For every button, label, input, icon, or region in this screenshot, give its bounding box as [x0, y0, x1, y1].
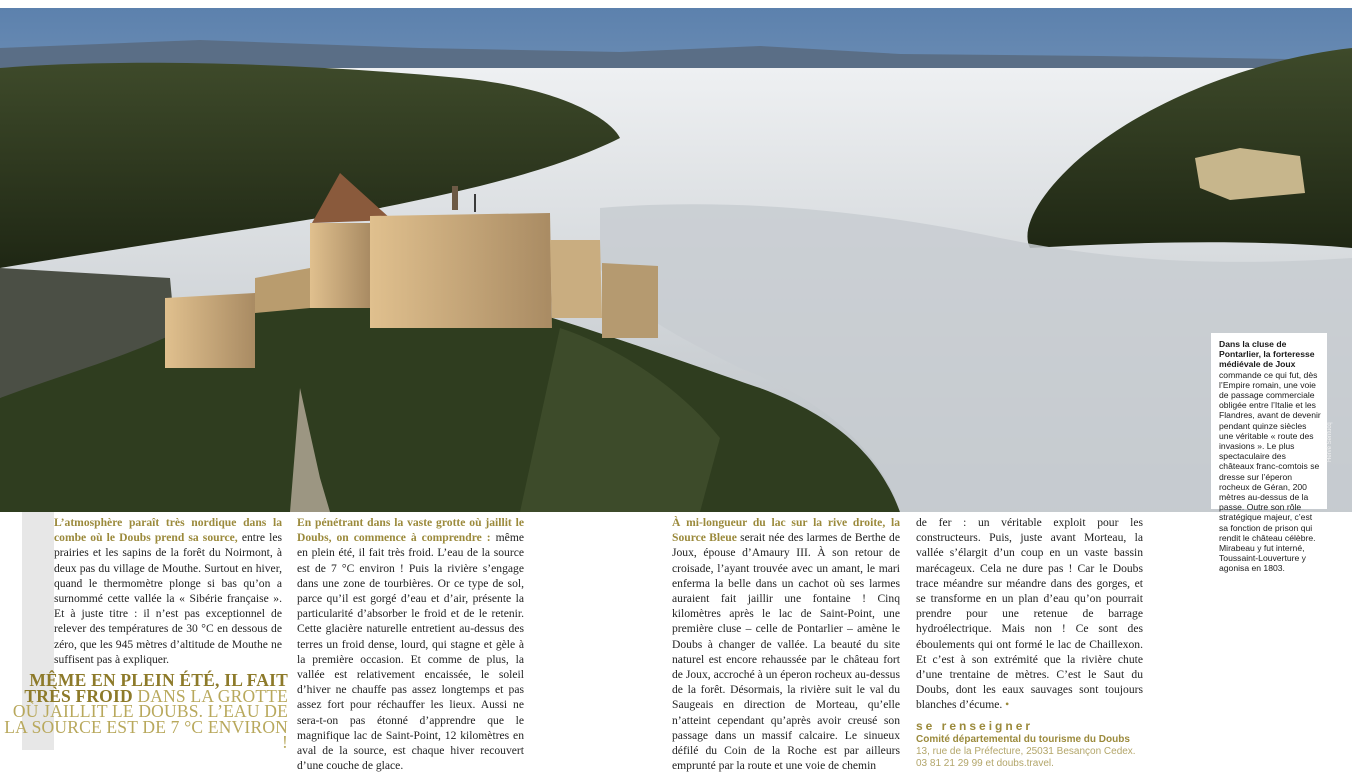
- top-margin: [0, 0, 1352, 8]
- article-column-1: [54, 515, 282, 667]
- column-3-lead: À mi-longueur du lac sur la rive droite, la Source Bleue: [672, 516, 900, 545]
- info-title: se renseigner: [916, 718, 1034, 733]
- info-address: 13, rue de la Préfecture, 25031 Besançon Cedex.: [916, 745, 1136, 757]
- end-bullet: •: [1002, 698, 1010, 712]
- article-column-4: [916, 515, 1143, 770]
- column-4-text: de fer : un véritable exploit pour les constructeurs. Puis, juste avant Morteau, la vallée s’élargit d’un coup en un vaste bassin marécageux. Cela ne dure pas ! Car le Doubs trace méandre sur méandre dans des gorges, et se transforme en un plan d’eau qu’on pourrait prendre pour une retenue de barrage hydroélectrique. Mais non ! Ce sont des éboulements qui ont formé le lac de Chaillexon. Et c’est à son extrémité que la rivière chute d’une trentaine de mètres. C’est le Saut du Doubs, dont les eaux sauvages sont toujours blanches d’écume.: [916, 516, 1143, 712]
- column-2-text: même en plein été, il fait très froid. L’eau de la source est de 7 °C environ ! Puis la rivière s’engage dans une zone de tourbières. Or ce type de sol, parce qu’il est gorgé d’eau et d’air, présente la particularité d’absorber le froid et de le retenir. Cette glacière naturelle entretient au-dessus des terres un froid dense, lourd, qui stagne et gèle à la première occasion. Et comme de plus, la vallée est relativement encaissée, le soleil d’hiver ne chauffe pas assez longtemps et pas assez fort pour réchauffer les lieux. Aussi ne sera-t-on pas étonné d’apprendre que le magnifique lac de Saint-Point, 12 kilomètres en aval de la source, est chaque hiver recouvert d’une couche de glace.: [297, 531, 524, 773]
- photo-credit: Hervé Sentucq: [1327, 422, 1333, 462]
- photo-caption: [1211, 333, 1327, 574]
- column-1-text: entre les prairies et les sapins de la forêt du Noirmont, à deux pas du village de Mouthe. Surtout en hiver, quand le thermomètre plonge si bas qu’on a surnommé cette vallée la « Sibérie française ». Et à juste titre : il n’est pas exceptionnel de relever des températures de 30 °C en dessous de zéro, que les 945 mètres d’altitude de Mouthe ne suffisent pas à expliquer.: [54, 531, 282, 666]
- caption-text: commande ce qui fut, dès l’Empire romain, une voie de passage commerciale obligée entre l’Italie et les Flandres, avant de devenir pendant quinze siècles une véritable « route des invasions ». Le plus spectaculaire des châteaux franc-comtois se dresse sur l’éperon rocheux de Géran, 200 mètres au-dessus de la passe. Outre son rôle stratégique majeur, c’est sa fonction de prison qui rendit le château célèbre. Mirabeau y fut interné, Toussaint-Louverture y agonisa en 1803.: [1219, 369, 1321, 574]
- column-3-text: serait née des larmes de Berthe de Joux, épouse d’Amaury III. À son retour de croisade, l’ayant trouvée avec un amant, le mari enferma la belle dans un cachot où ses larmes auraient fait jaillir une fontaine ! Cinq kilomètres après le lac de Saint-Point, une première cluse – celle de Pontarlier – amène le Doubs à changer de vallée. La beauté du site naturel est encore rehaussée par le château fort de Joux, accroché à un éperon rocheux au-dessus de la forêt. Désormais, la rivière suit le val du Saugeais en direction de Morteau, qu’elle n’atteint cependant qu’après avoir creusé son passage dans un massif calcaire. Le sinueux défilé du Coin de la Roche est par ailleurs emprunté par la route et une voie de chemin: [672, 531, 900, 773]
- pullquote-light: DANS LA GROTTE OÙ JAILLIT LE DOUBS. L’EAU DE LA SOURCE EST DE 7 °C ENVIRON !: [4, 685, 288, 752]
- caption-bold: Dans la cluse de Pontarlier, la forteresse médiévale de Joux: [1219, 339, 1315, 370]
- column-2-lead: En pénétrant dans la vaste grotte où jaillit le Doubs, on commence à comprendre :: [297, 516, 524, 545]
- info-organization: Comité départemental du tourisme du Doubs: [916, 733, 1130, 745]
- info-contact: 03 81 21 29 99 et doubs.travel.: [916, 757, 1054, 769]
- fortress-photo: [0, 8, 1352, 512]
- column-1-lead: L’atmosphère paraît très nordique dans la combe où le Doubs prend sa source,: [54, 516, 282, 545]
- article-column-2: [297, 515, 524, 773]
- pullquote: [0, 670, 288, 752]
- pullquote-strong: MÊME EN PLEIN ÉTÉ, IL FAIT TRÈS FROID: [24, 670, 288, 706]
- article-column-3: [672, 515, 900, 773]
